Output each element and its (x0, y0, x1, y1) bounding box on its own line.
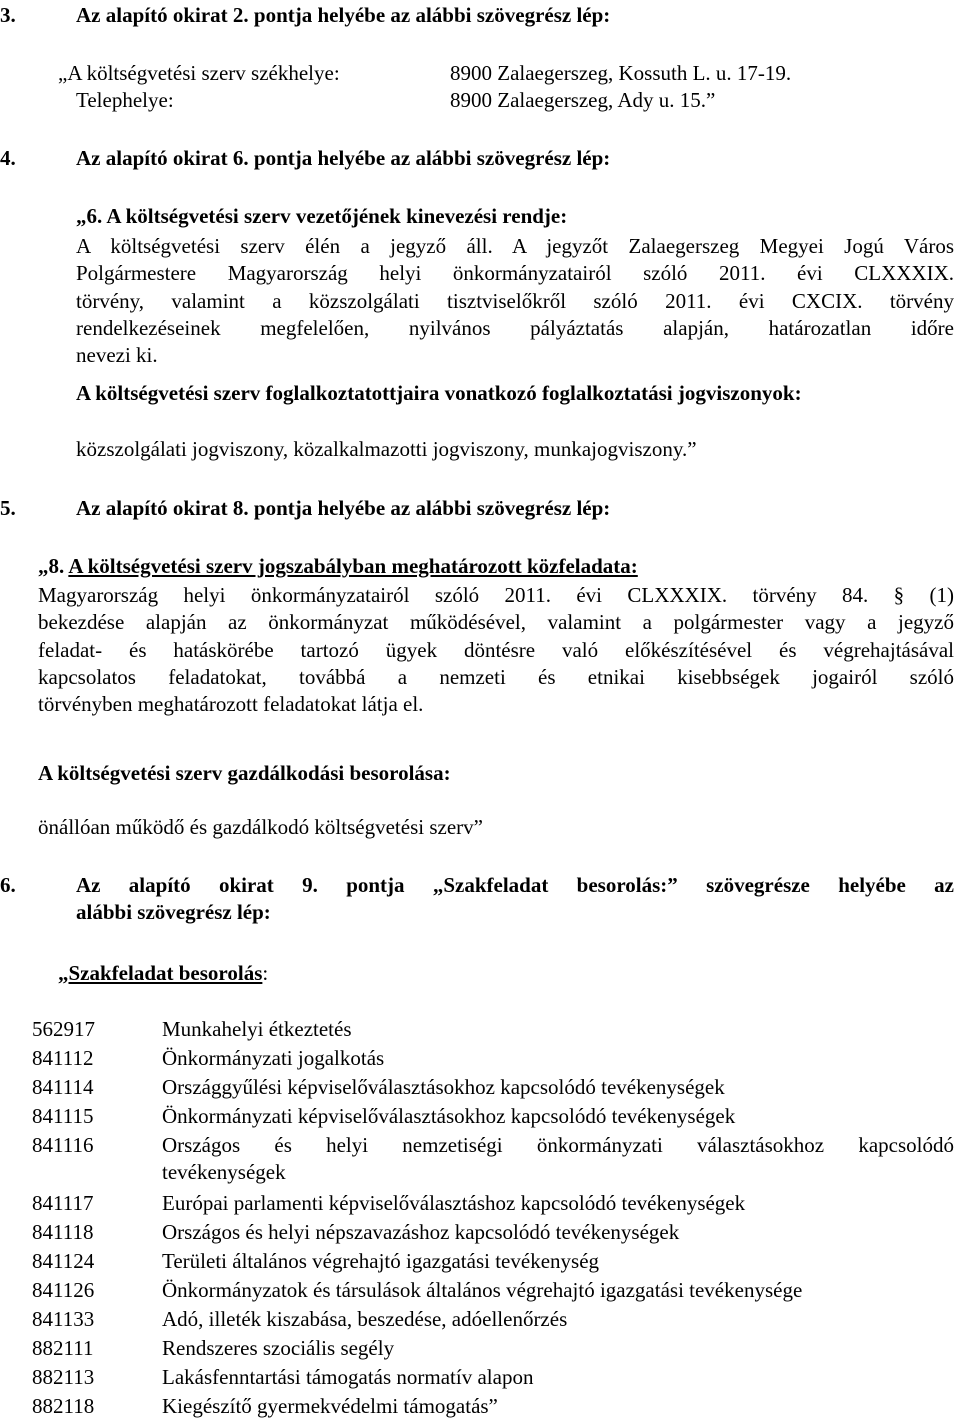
table-row (0, 1132, 960, 1190)
activity-code: 841115 (32, 1104, 94, 1128)
section-heading: Az alapító okirat 2. pontja helyébe az alábbi szövegrész lép: (76, 3, 611, 27)
address-value-site: 8900 Zalaegerszeg, Ady u. 15.” (450, 88, 716, 112)
activity-code: 841126 (32, 1278, 95, 1302)
paragraph-line: rendelkezéseinek megfelelően, nyilvános pályáztatás alapján, határozatlan időre (76, 315, 954, 340)
appointment-paragraph (76, 233, 954, 369)
table-row (0, 1364, 960, 1394)
section-heading: Az alapító okirat 6. pontja helyébe az alábbi szövegrész lép: (76, 146, 611, 170)
finance-heading: A költségvetési szerv gazdálkodási besorolása: (38, 761, 451, 785)
section-5-heading (0, 495, 960, 525)
activity-code: 841116 (32, 1133, 94, 1157)
address-label-seat: „A költségvetési szerv székhelye: (58, 61, 340, 85)
subheading-text: A költségvetési szerv vezetőjének kinevezési rendje: (106, 204, 568, 228)
table-row (0, 1248, 960, 1278)
subheading-prefix: „6. (76, 204, 107, 228)
section-3-heading (0, 2, 960, 32)
section-4-heading (0, 145, 960, 175)
subheading-prefix: „8. (38, 554, 69, 578)
table-row (0, 1190, 960, 1220)
address-value-seat: 8900 Zalaegerszeg, Kossuth L. u. 17-19. (450, 61, 792, 85)
paragraph-line: nevezi ki. (76, 343, 158, 368)
activity-code: 841118 (32, 1220, 94, 1244)
activity-table-heading (58, 960, 268, 987)
employment-text: közszolgálati jogviszony, közalkalmazotti jogviszony, munkajogviszony.” (76, 437, 697, 461)
activity-description: Országos és helyi népszavazáshoz kapcsolódó tevékenységek (162, 1220, 680, 1244)
table-row (0, 1335, 960, 1365)
table-row (0, 1277, 960, 1307)
section-number: 3. (0, 3, 16, 27)
activity-description: Adó, illeték kiszabása, beszedése, adóellenőrzés (162, 1307, 568, 1331)
activity-description: Európai parlamenti képviselőválasztáshoz kapcsolódó tevékenységek (162, 1191, 746, 1215)
table-row (0, 1306, 960, 1336)
subheading-6 (76, 203, 567, 230)
activity-code: 841112 (32, 1046, 94, 1070)
section-heading: Az alapító okirat 8. pontja helyébe az alábbi szövegrész lép: (76, 496, 611, 520)
heading-prefix: „ (58, 961, 69, 985)
table-row (0, 1074, 960, 1104)
paragraph-line: törvény, valamint a közszolgálati tisztviselőkről szóló 2011. évi CXCIX. törvény (76, 288, 954, 313)
table-row (0, 1045, 960, 1075)
activity-description: Lakásfenntartási támogatás normatív alapon (162, 1365, 534, 1389)
paragraph-line: bekezdése alapján az önkormányzat működésével, valamint a polgármester vagy a jegyző (38, 610, 954, 635)
paragraph-line: Magyarország helyi önkormányzatairól szóló 2011. évi CLXXXIX. törvény 84. § (1) (38, 583, 954, 607)
activity-description: Munkahelyi étkeztetés (162, 1017, 352, 1041)
activity-code: 841124 (32, 1249, 95, 1273)
activity-description: Önkormányzatok és társulások általános végrehajtó igazgatási tevékenysége (162, 1278, 803, 1302)
description-line: Országos és helyi nemzetiségi önkormányzati választásokhoz kapcsolódó (162, 1133, 954, 1157)
activity-description: Önkormányzati jogalkotás (162, 1046, 385, 1070)
paragraph-line: Polgármestere Magyarország helyi önkormányzatairól szóló 2011. évi CLXXXIX. (76, 261, 954, 286)
activity-code: 882113 (32, 1365, 95, 1389)
activity-code: 882111 (32, 1336, 94, 1360)
activity-code: 562917 (32, 1017, 95, 1041)
subheading-text: A költségvetési szerv jogszabályban meghatározott közfeladata: (68, 554, 638, 578)
table-row (0, 1393, 960, 1422)
activity-description: Önkormányzati képviselőválasztásokhoz kapcsolódó tevékenységek (162, 1104, 736, 1128)
section-heading-line: Az alapító okirat 9. pontja „Szakfeladat besorolás:” szövegrésze helyébe az (76, 873, 954, 897)
activity-description: Országgyűlési képviselőválasztásokhoz kapcsolódó tevékenységek (162, 1075, 725, 1099)
section-6-heading (0, 872, 960, 932)
address-label-site: Telephelye: (76, 88, 174, 112)
activity-description: Területi általános végrehajtó igazgatási tevékenység (162, 1249, 600, 1273)
employment-heading: A költségvetési szerv foglalkoztatottjaira vonatkozó foglalkoztatási jogviszonyok: (76, 381, 802, 405)
paragraph-line: feladat- és hatáskörébe tartozó ügyek döntésre való előkészítésével és végrehajtásával (38, 637, 954, 662)
section-heading-line: alábbi szövegrész lép: (76, 900, 271, 924)
section-number: 5. (0, 496, 16, 520)
paragraph-line: kapcsolatos feladatokat, továbbá a nemzeti és etnikai kisebbségek jogairól szóló (38, 664, 954, 689)
public-task-paragraph (38, 582, 954, 718)
activity-description (162, 1132, 954, 1187)
activity-description: Rendszeres szociális segély (162, 1336, 395, 1360)
heading-text: Szakfeladat besorolás (68, 961, 263, 985)
subheading-8 (38, 553, 638, 580)
activity-code: 841117 (32, 1191, 94, 1215)
table-row (0, 1016, 960, 1046)
activity-code: 841133 (32, 1307, 95, 1331)
activity-code: 882118 (32, 1394, 95, 1418)
paragraph-line: A költségvetési szerv élén a jegyző áll. A jegyzőt Zalaegerszeg Megyei Jogú Város (76, 234, 954, 258)
paragraph-line: törvényben meghatározott feladatokat látja el. (38, 692, 424, 717)
finance-text: önállóan működő és gazdálkodó költségvetési szerv” (38, 815, 483, 839)
heading-suffix: : (262, 961, 269, 985)
activity-code: 841114 (32, 1075, 94, 1099)
section-number: 6. (0, 873, 16, 897)
table-row (0, 1103, 960, 1133)
table-row (0, 1219, 960, 1249)
section-number: 4. (0, 146, 16, 170)
activity-description: Kiegészítő gyermekvédelmi támogatás” (162, 1394, 498, 1418)
description-line: tevékenységek (162, 1160, 286, 1185)
